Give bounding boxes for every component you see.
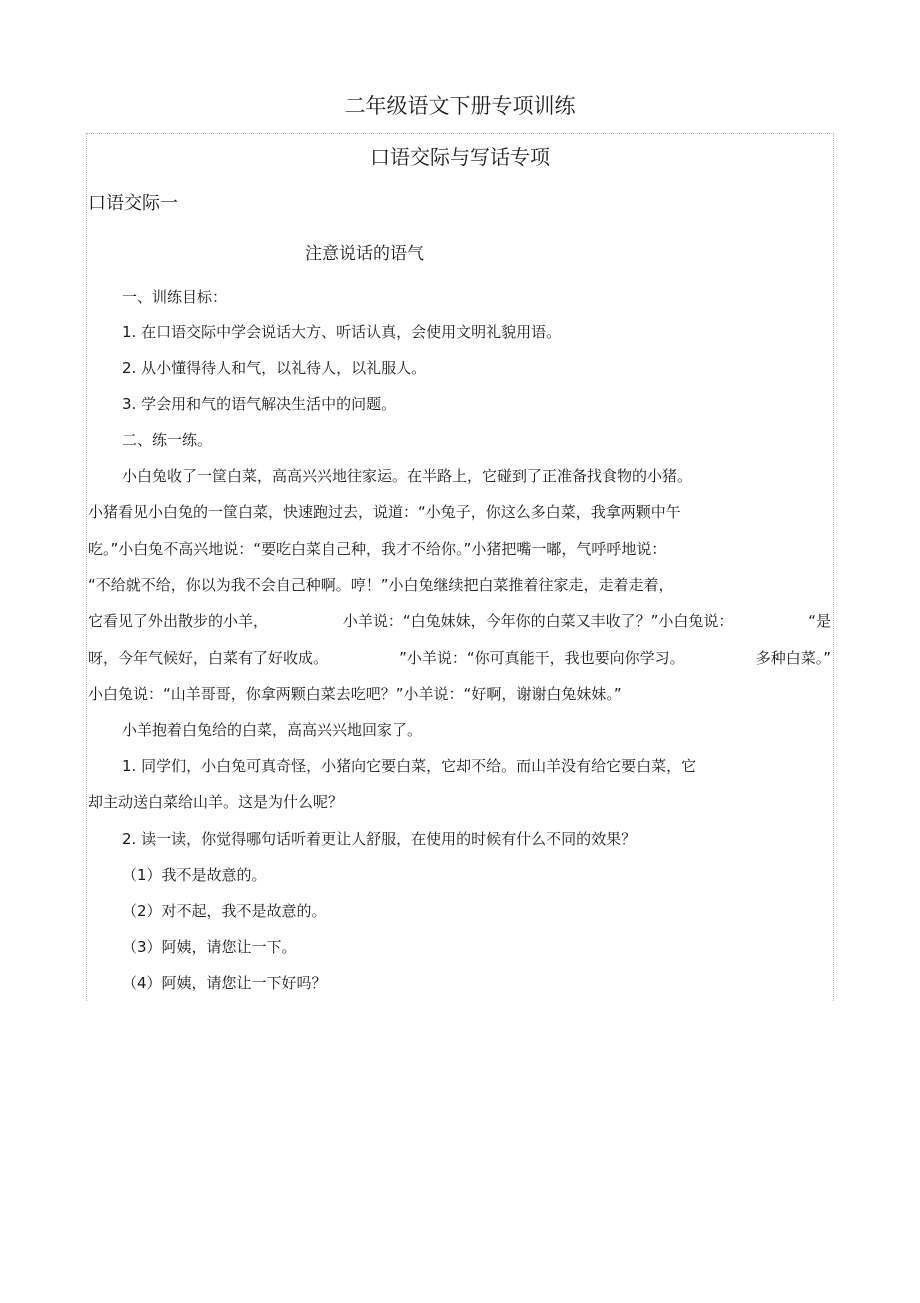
story-line-row: [88, 648, 831, 668]
story-fragment: 呀，今年气候好，白菜有了好收成。: [88, 649, 329, 667]
story-line: 小猪看见小白兔的一筐白菜，快速跑过去，说道：“小兔子，你这么多白菜，我拿两颗中午: [88, 503, 681, 521]
topic-heading: 注意说话的语气: [305, 244, 424, 264]
question-line: 却主动送白菜给山羊。这是为什么呢？: [88, 793, 344, 811]
story-line-row: [88, 611, 831, 631]
goal-item: 1. 在口语交际中学会说话大方、听话认真，会使用文明礼貌用语。: [122, 323, 562, 341]
lesson-heading: 口语交际一: [88, 193, 178, 214]
story-fragment: 多种白菜。”: [755, 649, 831, 667]
story-line: 小羊抱着白兔给的白菜，高高兴兴地回家了。: [122, 721, 423, 739]
story-fragment: “是: [808, 612, 831, 630]
question-line: 1. 同学们，小白兔可真奇怪，小猪向它要白菜，它却不给。而山羊没有给它要白菜，它: [122, 757, 697, 775]
sentence-item: （2）对不起，我不是故意的。: [122, 902, 327, 920]
sentence-item: （1）我不是故意的。: [122, 866, 267, 884]
practice-heading: 二、练一练。: [122, 431, 213, 449]
sentence-item: （4）阿姨，请您让一下好吗？: [122, 974, 327, 992]
goals-heading: 一、训练目标：: [122, 288, 228, 306]
story-line: 吃。”小白兔不高兴地说：“要吃白菜自己种，我才不给你。”小猪把嘴一嘟，气呼呼地说：: [88, 540, 667, 558]
section-title: 口语交际与写话专项: [370, 145, 550, 169]
goal-item: 2. 从小懂得待人和气，以礼待人，以礼服人。: [122, 359, 427, 377]
question-line: 2. 读一读，你觉得哪句话听着更让人舒服，在使用的时候有什么不同的效果？: [122, 830, 637, 848]
story-fragment: 小羊说：“白兔妹妹，今年你的白菜又丰收了？”小白兔说：: [342, 612, 734, 630]
story-fragment: 它看见了外出散步的小羊，: [88, 612, 269, 630]
sentence-item: （3）阿姨，请您让一下。: [122, 938, 297, 956]
story-line: 小白兔收了一筐白菜，高高兴兴地往家运。在半路上，它碰到了正准备找食物的小猪。: [122, 467, 693, 485]
story-line: 小白兔说：“山羊哥哥，你拿两颗白菜去吃吧？”小羊说：“好啊，谢谢白兔妹妹。”: [88, 685, 622, 703]
goal-item: 3. 学会用和气的语气解决生活中的问题。: [122, 395, 397, 413]
story-line: “不给就不给，你以为我不会自己种啊。哼！”小白兔继续把白菜推着往家走，走着走着，: [88, 576, 674, 594]
story-fragment: ”小羊说：“你可真能干，我也要向你学习。: [399, 649, 685, 667]
document-title: 二年级语文下册专项训练: [344, 94, 576, 118]
